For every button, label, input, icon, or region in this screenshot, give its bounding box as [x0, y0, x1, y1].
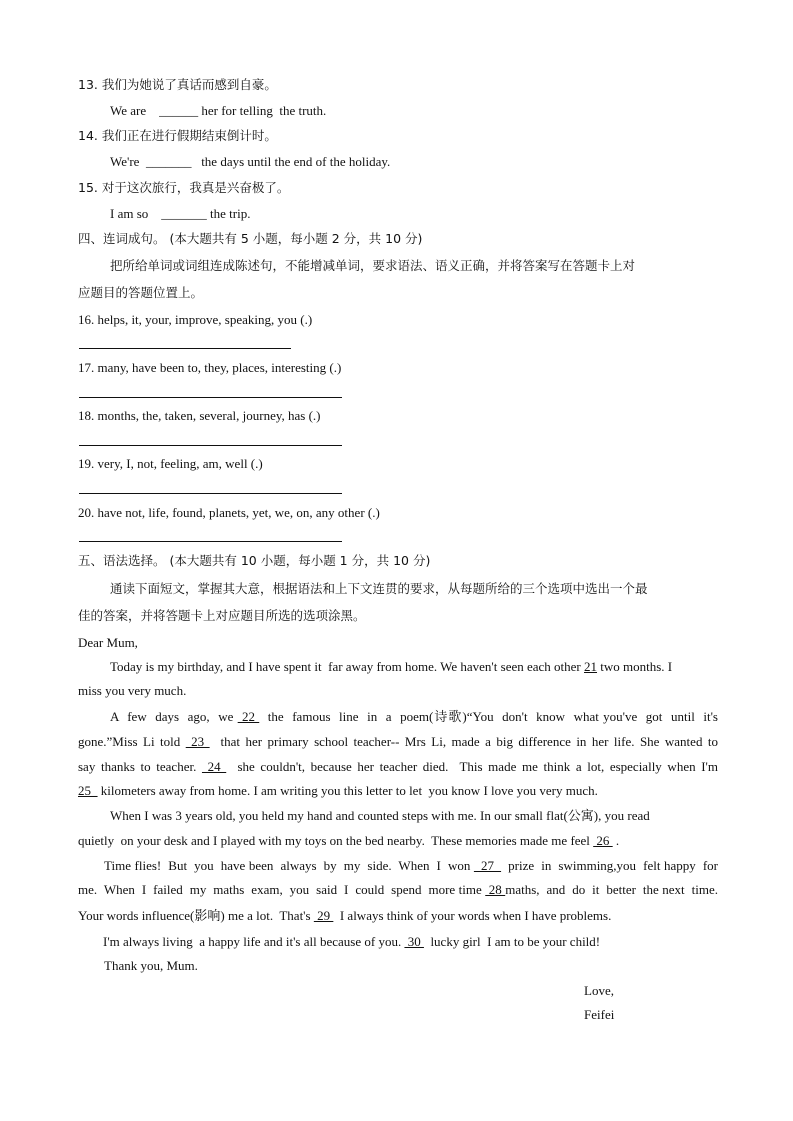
letter-paragraph-3-line: quietly on your desk and I played with my toys on the bed nearby. These memories made me feel 26 . — [78, 833, 620, 848]
letter-paragraph-4-line: Time flies! But you have been always by my side. When I won 27 prize in swimming,you felt happy for — [104, 858, 719, 873]
question-13-english: We are ______ her for telling the truth. — [110, 103, 327, 118]
letter-greeting: Dear Mum, — [78, 635, 138, 650]
blank-25: 25_ — [78, 783, 98, 798]
letter-closing: Love, — [584, 983, 614, 998]
section-4-instruction: 把所给单词或词组连成陈述句，不能增减单词，要求语法、语义正确，并将答案写在答题卡上对 — [110, 258, 636, 273]
blank-21: 21 — [584, 659, 598, 674]
blank-29: 29 — [313, 908, 334, 923]
letter-paragraph-1-line: miss you very much. — [78, 683, 187, 698]
question-14-chinese: 14. 我们正在进行假期结束倒计时。 — [78, 128, 277, 143]
section-4-heading: 四、连词成句。 (本大题共有 5 小题，每小题 2 分，共 10 分) — [78, 231, 423, 246]
blank-24: 24 — [201, 759, 227, 774]
question-17: 17. many, have been to, they, places, interesting (.) — [78, 360, 342, 375]
answer-line-19 — [79, 493, 342, 494]
letter-paragraph-5-line: I'm always living a happy life and it's all because of you. 30 lucky girl I am to be your child! — [103, 934, 601, 949]
question-15-english: I am so _______ the trip. — [110, 206, 251, 221]
answer-line-18 — [79, 445, 342, 446]
answer-line-16 — [79, 348, 291, 349]
letter-paragraph-4-line: Your words influence(影响) me a lot. That's 29 I always think of your words when I have problems. — [78, 908, 612, 923]
blank-28: 28 — [485, 882, 506, 897]
letter-paragraph-2-line: 25_ kilometers away from home. I am writing you this letter to let you know I love you very much. — [78, 783, 598, 798]
question-13-chinese: 13. 我们为她说了真话而感到自豪。 — [78, 77, 277, 92]
answer-line-20 — [79, 541, 342, 542]
question-15-chinese: 15. 对于这次旅行，我真是兴奋极了。 — [78, 180, 290, 195]
letter-paragraph-2-line: say thanks to teacher. 24 she couldn't, because her teacher died. This made me think a lot, especially when I'm — [78, 759, 719, 774]
letter-paragraph-2-line: gone.”Miss Li told 23 that her primary school teacher-- Mrs Li, made a big difference in her life. She wanted to — [78, 734, 719, 749]
letter-thanks: Thank you, Mum. — [104, 958, 198, 973]
section-5-instruction-cont: 佳的答案，并将答题卡上对应题目所选的选项涂黑。 — [78, 608, 366, 623]
blank-23: 23 — [185, 734, 210, 749]
question-14-english: We're _______ the days until the end of the holiday. — [110, 154, 391, 169]
section-5-heading: 五、语法选择。 (本大题共有 10 小题，每小题 1 分，共 10 分) — [78, 553, 431, 568]
letter-paragraph-4-line: me. When I failed my maths exam, you said I could spend more time 28 maths, and do it better the next time. — [78, 882, 718, 897]
blank-30: 30 — [404, 934, 424, 949]
letter-paragraph-2-line: A few days ago, we 22 the famous line in a poem(诗歌)“You don't know what you've got until it's — [110, 709, 718, 724]
question-16: 16. helps, it, your, improve, speaking, you (.) — [78, 312, 313, 327]
blank-27: 27 — [473, 858, 502, 873]
section-4-instruction-cont: 应题目的答题位置上。 — [78, 285, 204, 300]
answer-line-17 — [79, 397, 342, 398]
blank-26: 26 — [593, 833, 613, 848]
question-20: 20. have not, life, found, planets, yet, we, on, any other (.) — [78, 505, 380, 520]
letter-paragraph-3-line: When I was 3 years old, you held my hand and counted steps with me. In our small flat(公寓), you read — [110, 808, 650, 823]
section-5-instruction: 通读下面短文，掌握其大意，根据语法和上下文连贯的要求，从每题所给的三个选项中选出一个最 — [110, 581, 648, 596]
letter-signature: Feifei — [584, 1007, 615, 1022]
letter-paragraph-1-line: Today is my birthday, and I have spent it far away from home. We haven't seen each other 21 two months. I — [110, 659, 673, 674]
question-19: 19. very, I, not, feeling, am, well (.) — [78, 456, 263, 471]
question-18: 18. months, the, taken, several, journey, has (.) — [78, 408, 321, 423]
blank-22: 22 — [237, 709, 260, 724]
